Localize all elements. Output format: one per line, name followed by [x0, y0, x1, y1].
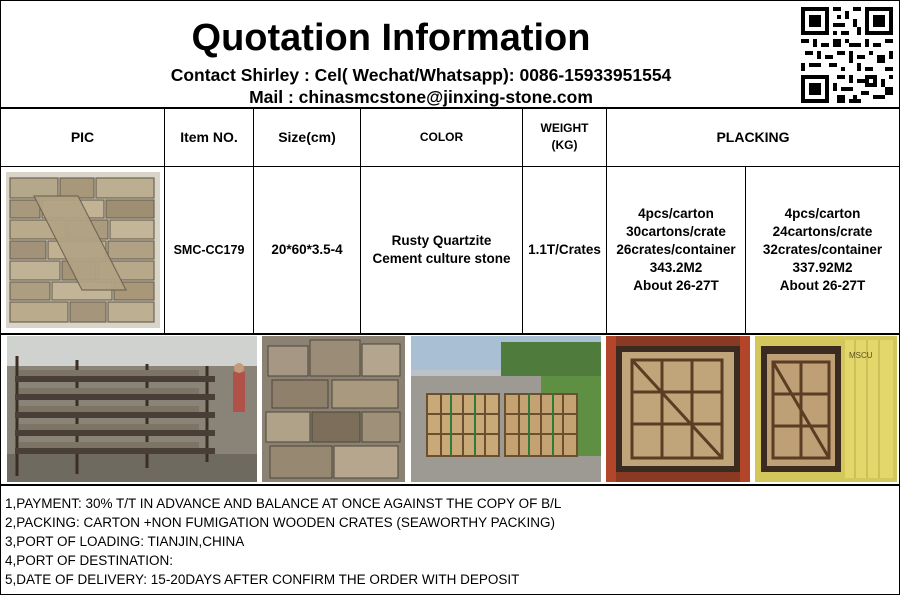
table-header-row	[1, 108, 899, 167]
color-type: Cement culture stone	[372, 251, 511, 266]
packing-a-line: 343.2M2	[649, 260, 703, 275]
term-packing: 2,PACKING: CARTON +NON FUMIGATION WOODEN CRATES (SEAWORTHY PACKING)	[5, 515, 555, 530]
packing-b-line: 337.92M2	[792, 260, 853, 275]
factory-racks-photo	[7, 336, 257, 482]
container-loading-photo-2	[755, 336, 897, 482]
container-marking: MSCU	[849, 351, 873, 360]
packing-a-line: About 26-27T	[633, 278, 719, 293]
table-row	[1, 167, 899, 335]
product-stone-image	[6, 172, 160, 328]
packing-cell-a	[607, 167, 746, 333]
packing-a-line: 30cartons/crate	[626, 224, 726, 239]
color-name: Rusty Quartzite	[391, 233, 492, 248]
header-color: COLOR	[361, 108, 523, 166]
contact-line: Contact Shirley : Cel( Wechat/Whatsapp): 0086-15933951554	[170, 65, 672, 85]
term-port-of-loading: 3,PORT OF LOADING: TIANJIN,CHINA	[5, 534, 245, 549]
color-cell	[361, 167, 523, 333]
packing-cell-b	[746, 167, 899, 333]
qr-code-icon	[801, 7, 893, 103]
term-delivery: 5,DATE OF DELIVERY: 15-20DAYS AFTER CONFIRM THE ORDER WITH DEPOSIT	[5, 572, 520, 587]
header-pic: PIC	[1, 108, 165, 166]
header-packing: PLACKING	[716, 129, 790, 145]
stone-panels-photo	[262, 336, 405, 482]
header-weight	[523, 108, 607, 166]
packing-b-line: 32crates/container	[762, 242, 883, 257]
page-title: Quotation Information	[191, 17, 591, 59]
term-payment: 1,PAYMENT: 30% T/T IN ADVANCE AND BALANCE AT ONCE AGAINST THE COPY OF B/L	[5, 496, 562, 511]
photo-strip	[1, 334, 899, 486]
term-port-of-destination: 4,PORT OF DESTINATION:	[5, 553, 174, 568]
header	[1, 1, 899, 109]
size-cell: 20*60*3.5-4	[254, 167, 361, 333]
header-size: Size(cm)	[254, 108, 361, 166]
packing-b-line: 4pcs/carton	[784, 206, 861, 221]
header-item-no: Item NO.	[165, 108, 254, 166]
packing-a-line: 4pcs/carton	[638, 206, 714, 221]
container-loading-photo-1	[606, 336, 750, 482]
packing-b-line: 24cartons/crate	[772, 224, 873, 239]
wooden-crates-photo	[411, 336, 601, 482]
mail-line: Mail : chinasmcstone@jinxing-stone.com	[249, 87, 593, 107]
product-photo-cell	[1, 167, 165, 333]
terms-list	[5, 494, 561, 589]
weight-cell: 1.1T/Crates	[523, 167, 607, 333]
header-weight-label: WEIGHT	[540, 121, 589, 135]
item-no-cell: SMC-CC179	[165, 167, 254, 333]
packing-a-line: 26crates/container	[616, 242, 736, 257]
header-weight-unit: (KG)	[551, 138, 578, 152]
packing-b-line: About 26-27T	[779, 278, 866, 293]
